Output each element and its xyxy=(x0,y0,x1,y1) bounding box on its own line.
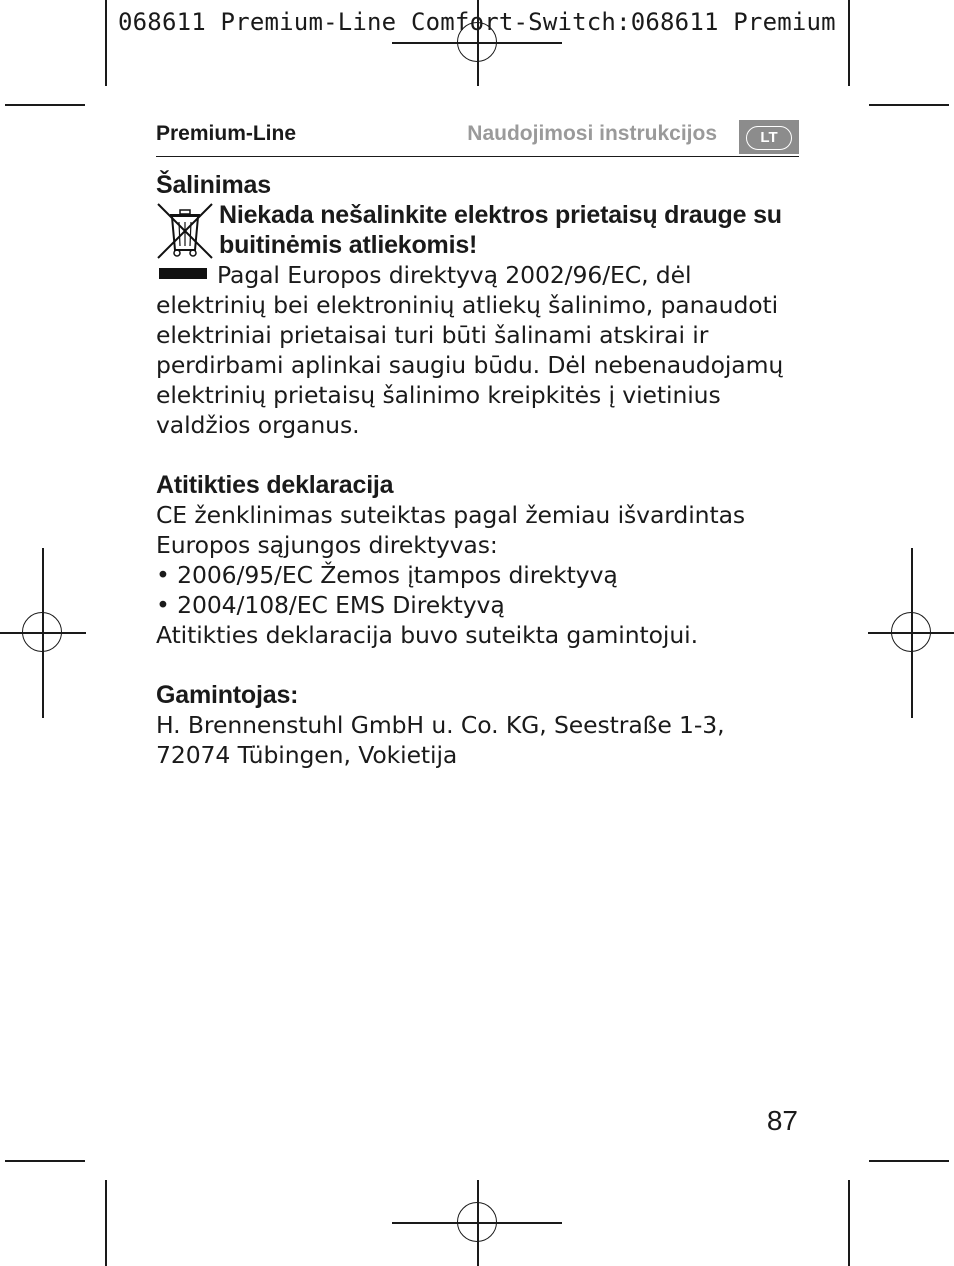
page-content xyxy=(156,170,806,770)
brand-name: Premium-Line xyxy=(156,122,297,145)
language-code: LT xyxy=(746,126,792,150)
list-item: • 2006/95/EC Žemos įtampos direktyvą xyxy=(156,561,618,589)
manufacturer-address: H. Brennenstuhl GmbH u. Co. KG, Seestraße 1-3, 72074 Tübingen, Vokietija xyxy=(156,711,725,769)
section-title-conformity: Atitikties deklaracija xyxy=(156,471,394,499)
disposal-body-text: Pagal Europos direktyvą 2002/96/EC, dėl elektrinių bei elektroninių atliekų šalinimo, panaudoti elektriniai prietaisai turi būti šalinami atskirai ir perdirbami aplinkai saugiu būdu. Dėl nebenaudojamų elektrinių prietaisų šalinimo kreipkitės į vietinius valdžios organus. xyxy=(156,261,784,439)
list-item: • 2004/108/EC EMS Direktyvą xyxy=(156,591,505,619)
document-type: Naudojimosi instrukcijos xyxy=(467,122,717,145)
disposal-warning xyxy=(156,200,806,260)
conformity-outro: Atitikties deklaracija buvo suteikta gamintojui. xyxy=(156,621,698,649)
page-header xyxy=(156,118,799,157)
disposal-body xyxy=(156,260,806,440)
conformity-intro: CE ženklinimas suteiktas pagal žemiau išvardintas Europos sąjungos direktyvas: xyxy=(156,501,746,559)
black-bar-icon xyxy=(159,268,207,279)
disposal-warning-text: Niekada nešalinkite elektros prietaisų drauge su buitinėmis atliekomis! xyxy=(219,201,782,259)
print-slug: 068611 Premium-Line Comfort-Switch:068611 Premium xyxy=(118,8,836,36)
page-number: 87 xyxy=(766,1105,798,1136)
crossed-bin-icon xyxy=(156,202,214,260)
section-title-disposal: Šalinimas xyxy=(156,171,271,199)
section-title-manufacturer: Gamintojas: xyxy=(156,681,299,709)
language-badge xyxy=(739,120,799,154)
